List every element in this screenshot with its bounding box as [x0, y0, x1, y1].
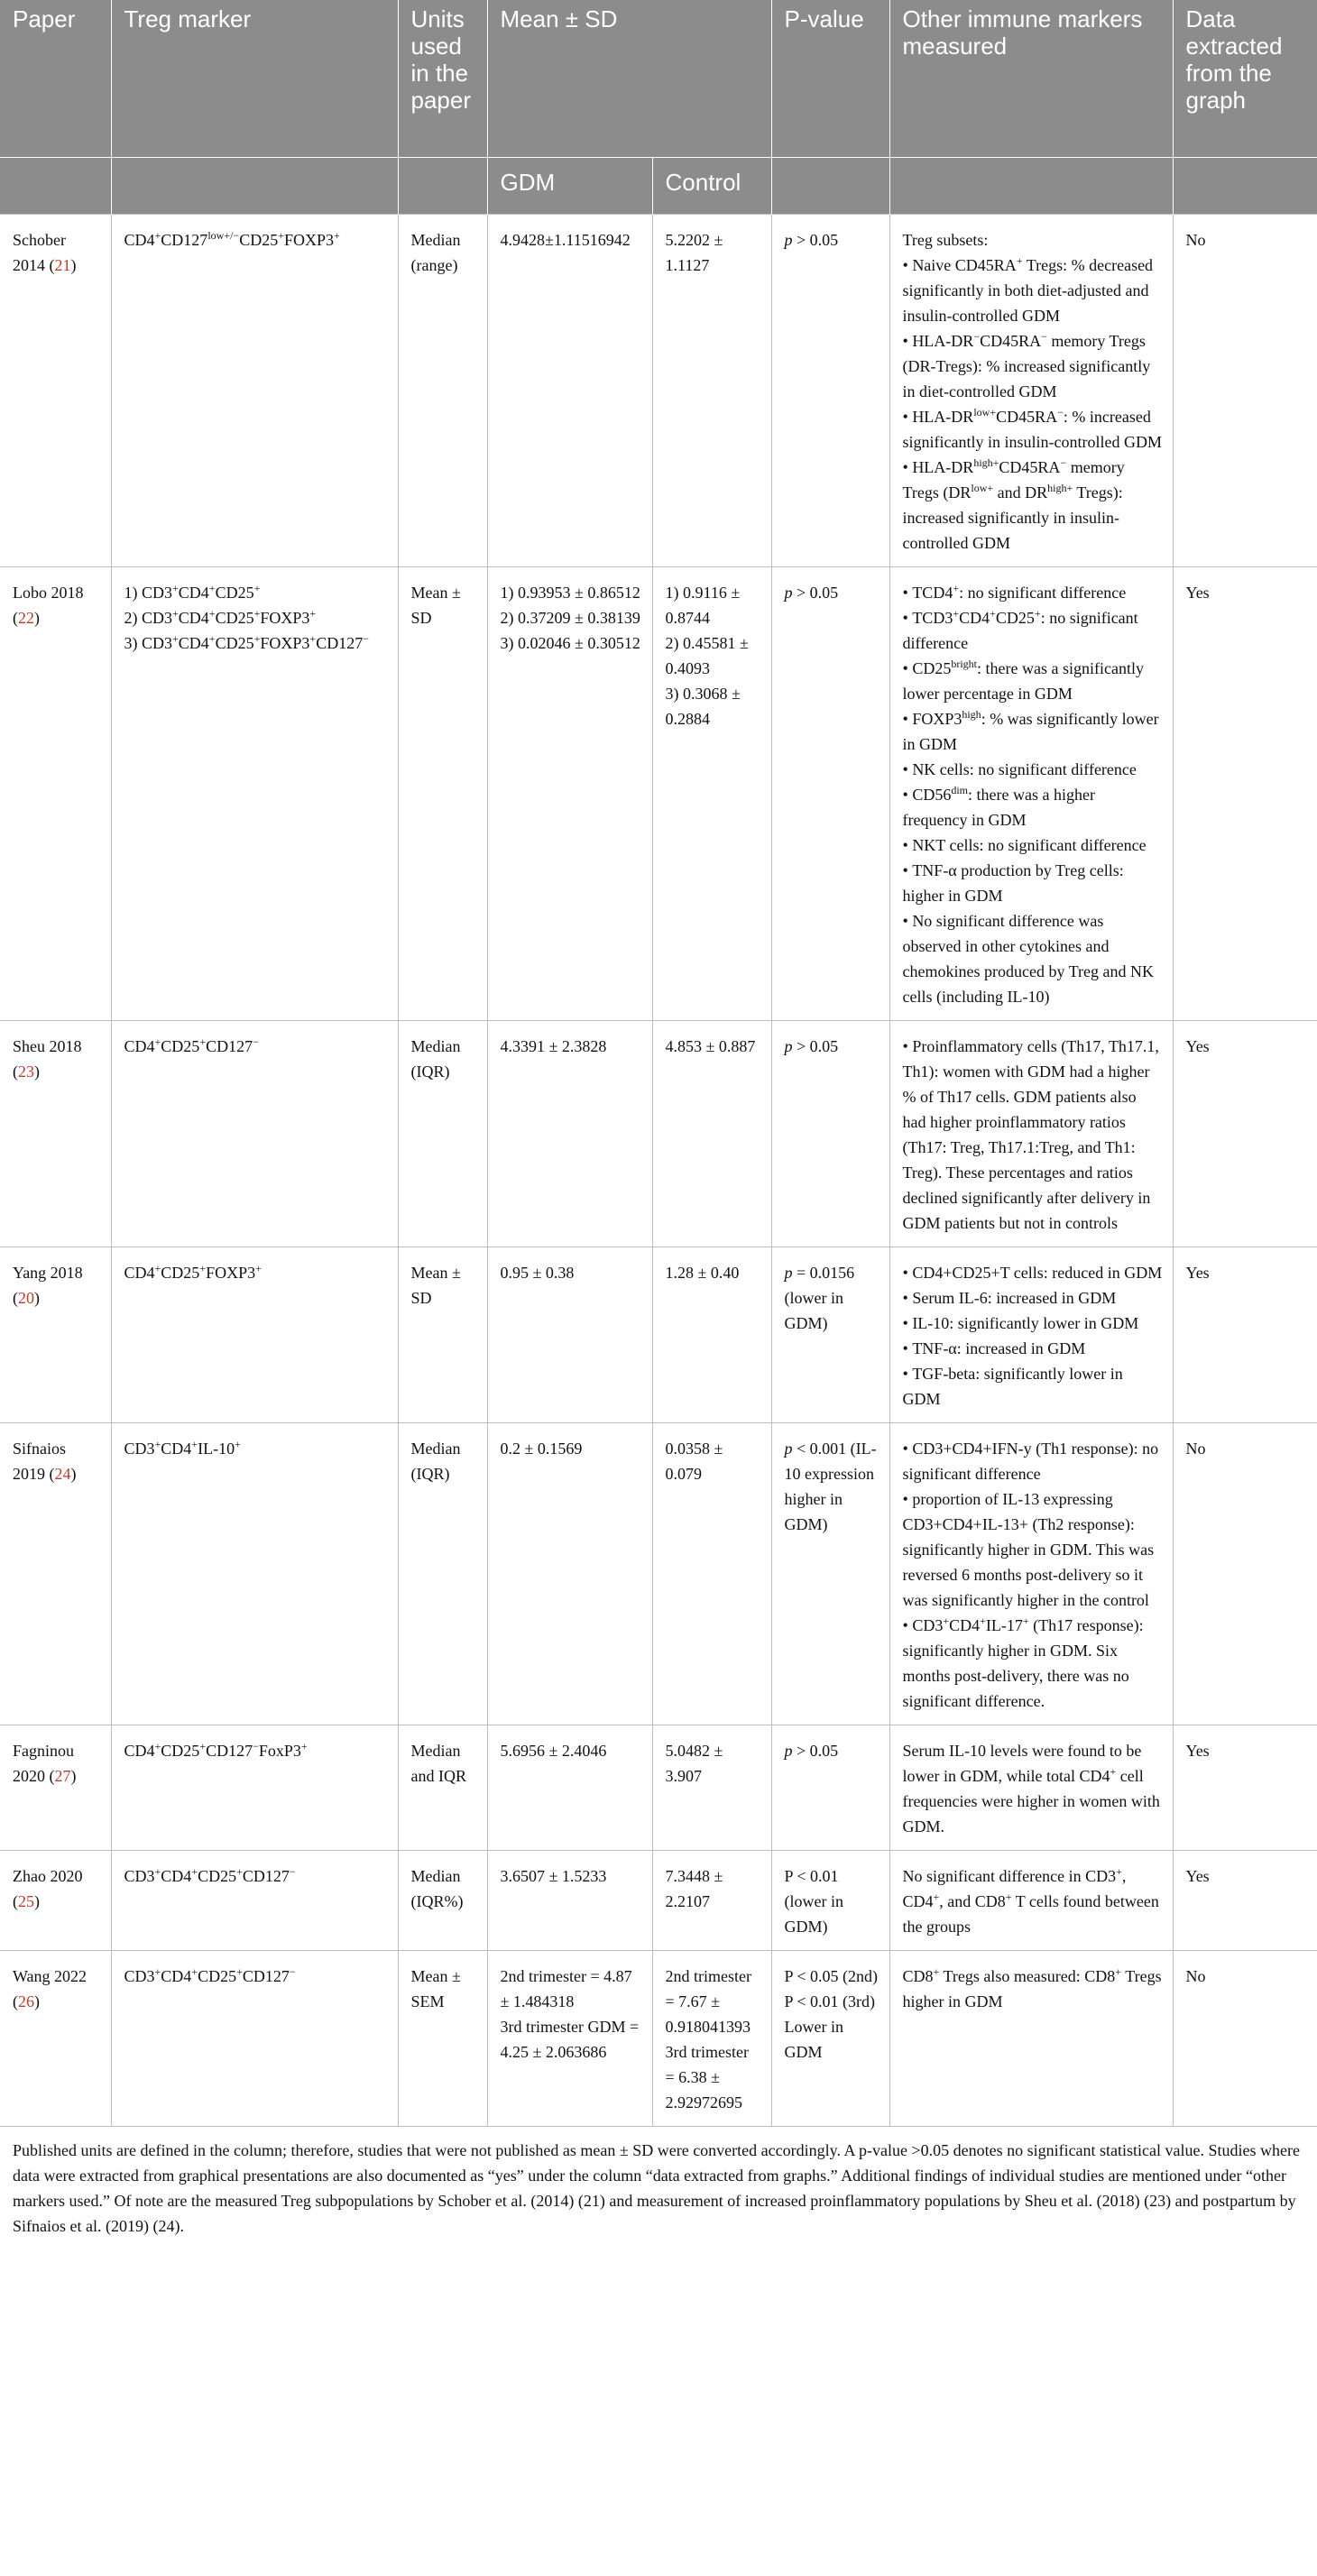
cell-treg-marker: CD3+CD4+CD25+CD127− — [111, 1851, 398, 1951]
cell-p-value — [771, 1851, 889, 1951]
paper-ref-link[interactable]: 24 — [54, 1465, 71, 1483]
cell-treg-marker — [111, 567, 398, 1021]
cell-other-markers — [889, 1423, 1173, 1725]
other-markers-list — [903, 580, 1164, 1009]
paper-name: Fagninou 2020 — [13, 1742, 75, 1785]
paper-ref-link[interactable]: 27 — [54, 1767, 71, 1785]
cell-units: Median (IQR) — [398, 1423, 487, 1725]
paper-name: Schober 2014 — [13, 231, 66, 274]
cell-p-value-line: p < 0.001 (IL-10 expression higher in GDM) — [784, 1440, 877, 1533]
cell-p-value-line: P < 0.05 (2nd) — [784, 1967, 878, 1985]
cell-gdm-line: 3rd trimester GDM = 4.25 ± 2.063686 — [500, 2018, 640, 2061]
cell-gdm — [487, 1423, 652, 1725]
cell-gdm-line: 4.3391 ± 2.3828 — [500, 1037, 607, 1055]
cell-gdm — [487, 1725, 652, 1851]
cell-data-extracted: Yes — [1173, 1725, 1317, 1851]
header-p-value: P-value — [771, 0, 889, 158]
cell-data-extracted: Yes — [1173, 1851, 1317, 1951]
table-footnote: Published units are defined in the column; therefore, studies that were not published as mean ± SD were converted accordingly. A p-value >0.05 denotes no significant statistical value. Studies where data were extracted from graphical presentations are also documented as “yes” under the column “data extracted from graphs.” Additional findings of individual studies are mentioned under “other markers used.” Of note are the measured Treg subpopulations by Schober et al. (2014) (21) and measurement of increased proinflammatory populations by Sheu et al. (2018) (23) and postpartum by Sifnaios et al. (2019) (24). — [13, 2141, 1300, 2235]
list-item: • TCD4+: no significant difference — [903, 580, 1164, 605]
header-other-markers: Other immune markers measured — [889, 0, 1173, 158]
cell-units: Median (IQR) — [398, 1021, 487, 1247]
cell-paper: Zhao 2020 (25) — [0, 1851, 111, 1951]
list-item: • $CD25^{bright}$: there was a significantly lower percentage in GDM — [903, 656, 1164, 706]
cell-p-value — [771, 1725, 889, 1851]
paper-ref-link[interactable]: 22 — [18, 609, 34, 627]
cell-treg-marker: CD4+CD25+CD127−FoxP3+ — [111, 1725, 398, 1851]
cell-control-line: 5.0482 ± 3.907 — [665, 1742, 723, 1785]
cell-treg-marker-line: 2) CD3+CD4+CD25+FOXP3+ — [124, 607, 317, 627]
list-item: • NK cells: no significant difference — [903, 757, 1164, 782]
header-blank — [398, 158, 487, 215]
list-item: • HLA-DR−CD45RA− memory Tregs (DR-Tregs): % increased significantly in diet-controlled GDM — [903, 328, 1164, 404]
cell-p-value — [771, 1423, 889, 1725]
other-markers-list — [903, 1436, 1164, 1714]
cell-control — [652, 567, 771, 1021]
table-row — [0, 1725, 1317, 1851]
cell-control-line: 7.3448 ± 2.2107 — [665, 1867, 723, 1910]
cell-p-value-line: p = 0.0156 (lower in GDM) — [784, 1264, 855, 1332]
cell-control-line: 5.2202 ± 1.1127 — [665, 231, 723, 274]
cell-p-value-line: Lower in GDM — [784, 2018, 843, 2061]
cell-gdm-line: 0.95 ± 0.38 — [500, 1264, 575, 1282]
header-blank — [0, 158, 111, 215]
cell-gdm-line: 1) 0.93953 ± 0.86512 — [500, 584, 640, 602]
cell-units: Median (range) — [398, 215, 487, 567]
list-item: • CD3+CD4+IFN-y (Th1 response): no significant difference — [903, 1436, 1164, 1486]
paper-name: Lobo 2018 — [13, 584, 84, 602]
table-row — [0, 567, 1317, 1021]
paper-ref-link[interactable]: 21 — [54, 256, 71, 274]
list-item: • IL-10: significantly lower in GDM — [903, 1311, 1164, 1336]
cell-p-value — [771, 1951, 889, 2127]
cell-p-value — [771, 1247, 889, 1423]
cell-other-markers — [889, 1851, 1173, 1951]
cell-other-markers — [889, 1725, 1173, 1851]
other-markers-list — [903, 1260, 1164, 1412]
paper-name: Wang 2022 — [13, 1967, 87, 1985]
cell-control-line: 2) 0.45581 ± 0.4093 — [665, 634, 749, 677]
cell-control — [652, 1021, 771, 1247]
cell-data-extracted: Yes — [1173, 1021, 1317, 1247]
cell-paper: Sheu 2018 (23) — [0, 1021, 111, 1247]
cell-gdm — [487, 567, 652, 1021]
header-treg-marker: Treg marker — [111, 0, 398, 158]
header-gdm: GDM — [487, 158, 652, 215]
cell-data-extracted: Yes — [1173, 567, 1317, 1021]
cell-gdm — [487, 1951, 652, 2127]
list-item: • Serum IL-6: increased in GDM — [903, 1285, 1164, 1311]
cell-control-line: 1.28 ± 0.40 — [665, 1264, 740, 1282]
cell-gdm — [487, 1851, 652, 1951]
paper-ref-link[interactable]: 20 — [18, 1289, 34, 1307]
cell-units: Median (IQR%) — [398, 1851, 487, 1951]
list-item: • HLA-$DR^{high+}CD45RA^-$ memory Tregs ($DR^{low+}$ and $DR^{high+}$ Tregs): increased significantly in insulin-controlled GDM — [903, 455, 1164, 556]
cell-treg-marker: CD4+CD25+FOXP3+ — [111, 1247, 398, 1423]
cell-data-extracted: No — [1173, 215, 1317, 567]
list-item: • CD4+CD25+T cells: reduced in GDM — [903, 1260, 1164, 1285]
cell-control-line: 4.853 ± 0.887 — [665, 1037, 756, 1055]
cell-gdm — [487, 1247, 652, 1423]
cell-paper: Fagninou 2020 (27) — [0, 1725, 111, 1851]
cell-other-markers — [889, 1951, 1173, 2127]
cell-other-markers — [889, 1021, 1173, 1247]
cell-treg-marker: $CD4^+CD127^{low+/-}CD25^+FOXP3^+$ — [111, 215, 398, 567]
list-item: • proportion of IL-13 expressing CD3+CD4+IL-13+ (Th2 response): significantly higher in GDM. This was reversed 6 months post-delivery so it was significantly higher in the control — [903, 1486, 1164, 1613]
list-item: • TNF-α production by Treg cells: higher in GDM — [903, 858, 1164, 908]
list-item: • NKT cells: no significant difference — [903, 833, 1164, 858]
cell-gdm — [487, 215, 652, 567]
other-markers-list — [903, 253, 1164, 556]
cell-gdm-line: 2nd trimester = 4.87 ± 1.484318 — [500, 1967, 632, 2010]
cell-gdm-line: 4.9428±1.11516942 — [500, 231, 631, 249]
other-text: Serum IL-10 levels were found to be lower in GDM, while total CD4+ cell frequencies were higher in women with GDM. — [902, 1742, 1160, 1835]
cell-p-value-line: p > 0.05 — [784, 231, 839, 249]
paper-name: Zhao 2020 — [13, 1867, 83, 1885]
cell-control — [652, 215, 771, 567]
cell-units: Median and IQR — [398, 1725, 487, 1851]
cell-paper: Schober 2014 (21) — [0, 215, 111, 567]
cell-p-value-line: p > 0.05 — [784, 1037, 839, 1055]
table-row — [0, 1021, 1317, 1247]
header-paper: Paper — [0, 0, 111, 158]
cell-p-value-line: p > 0.05 — [784, 584, 839, 602]
cell-treg-marker-line: 1) CD3+CD4+CD25+ — [124, 582, 261, 602]
cell-control — [652, 1851, 771, 1951]
table-row — [0, 1951, 1317, 2127]
cell-other-markers — [889, 1247, 1173, 1423]
cell-control — [652, 1247, 771, 1423]
cell-treg-marker-line: 3) CD3+CD4+CD25+FOXP3+CD127− — [124, 632, 369, 652]
cell-control-line: 3) 0.3068 ± 0.2884 — [665, 685, 741, 728]
list-item: • HLA-$DR^{low+}CD45RA^-$: % increased significantly in insulin-controlled GDM — [903, 404, 1164, 455]
header-data-extracted: Data extracted from the graph — [1173, 0, 1317, 158]
table-row — [0, 1247, 1317, 1423]
other-intro: Treg subsets: — [902, 231, 989, 249]
cell-paper: Sifnaios 2019 (24) — [0, 1423, 111, 1725]
cell-gdm — [487, 1021, 652, 1247]
cell-units: Mean ± SEM — [398, 1951, 487, 2127]
paper-ref-link[interactable]: 23 — [18, 1063, 34, 1081]
header-control: Control — [652, 158, 771, 215]
cell-units: Mean ± SD — [398, 567, 487, 1021]
cell-data-extracted: No — [1173, 1423, 1317, 1725]
cell-control-line: 3rd trimester = 6.38 ± 2.92972695 — [665, 2043, 749, 2111]
cell-data-extracted: Yes — [1173, 1247, 1317, 1423]
table-row — [0, 215, 1317, 567]
table-header — [0, 0, 1317, 215]
cell-gdm-line: 2) 0.37209 ± 0.38139 — [500, 609, 640, 627]
list-item: • Naive CD45RA+ Tregs: % decreased significantly in both diet-adjusted and insulin-controlled GDM — [903, 253, 1164, 328]
cell-paper: Lobo 2018 (22) — [0, 567, 111, 1021]
paper-ref-link[interactable]: 26 — [18, 1992, 34, 2010]
header-blank — [111, 158, 398, 215]
cell-p-value-line: P < 0.01 (lower in GDM) — [784, 1867, 843, 1936]
cell-control-line: 0.0358 ± 0.079 — [665, 1440, 723, 1483]
cell-gdm-line: 0.2 ± 0.1569 — [500, 1440, 583, 1458]
cell-treg-marker: CD4+CD25+CD127− — [111, 1021, 398, 1247]
other-text: No significant difference in CD3+, CD4+, and CD8+ T cells found between the groups — [902, 1865, 1159, 1936]
cell-units: Mean ± SD — [398, 1247, 487, 1423]
list-item: • TGF-beta: significantly lower in GDM — [903, 1361, 1164, 1412]
cell-data-extracted: No — [1173, 1951, 1317, 2127]
paper-ref-link[interactable]: 25 — [18, 1892, 34, 1910]
table-row — [0, 1851, 1317, 1951]
other-text: CD8+ Tregs also measured: CD8+ Tregs higher in GDM — [902, 1965, 1162, 2010]
cell-control-line: 1) 0.9116 ± 0.8744 — [665, 584, 741, 627]
cell-treg-marker: CD3+CD4+IL-10+ — [111, 1423, 398, 1725]
cell-control-line: 2nd trimester = 7.67 ± 0.918041393 — [665, 1967, 751, 2036]
header-blank — [889, 158, 1173, 215]
paper-name: Yang 2018 — [13, 1264, 83, 1282]
paper-name: Sifnaios 2019 — [13, 1440, 67, 1483]
header-blank — [771, 158, 889, 215]
list-item: • CD3+CD4+IL-17+ (Th17 response): significantly higher in GDM. Six months post-delivery, there was no significant difference. — [903, 1613, 1164, 1714]
cell-control — [652, 1725, 771, 1851]
cell-control — [652, 1951, 771, 2127]
cell-gdm-line: 3.6507 ± 1.5233 — [500, 1867, 607, 1885]
cell-p-value — [771, 1021, 889, 1247]
list-item: • $CD56^{dim}$: there was a higher frequency in GDM — [903, 782, 1164, 833]
header-units: Units used in the paper — [398, 0, 487, 158]
list-item: • Proinflammatory cells (Th17, Th17.1, Th1): women with GDM had a higher % of Th17 cells. GDM patients also had higher proinflammatory ratios (Th17: Treg, Th17.1:Treg, and Th1: Treg). These percentages and ratios declined significantly after delivery in GDM patients but not in controls — [903, 1034, 1164, 1236]
cell-other-markers — [889, 215, 1173, 567]
table-body — [0, 215, 1317, 2127]
cell-gdm-line: 5.6956 ± 2.4046 — [500, 1742, 607, 1760]
paper-name: Sheu 2018 — [13, 1037, 82, 1055]
cell-paper: Wang 2022 (26) — [0, 1951, 111, 2127]
table-row — [0, 1423, 1317, 1725]
header-mean-sd: Mean ± SD — [487, 0, 771, 158]
cell-p-value-line: p > 0.05 — [784, 1742, 839, 1760]
cell-other-markers — [889, 567, 1173, 1021]
cell-treg-marker: CD3+CD4+CD25+CD127− — [111, 1951, 398, 2127]
list-item: • TNF-α: increased in GDM — [903, 1336, 1164, 1361]
cell-control — [652, 1423, 771, 1725]
cell-gdm-line: 3) 0.02046 ± 0.30512 — [500, 634, 640, 652]
cell-p-value — [771, 215, 889, 567]
other-markers-list — [903, 1034, 1164, 1236]
list-item: • TCD3+CD4+CD25+: no significant difference — [903, 605, 1164, 656]
header-blank — [1173, 158, 1317, 215]
cell-paper: Yang 2018 (20) — [0, 1247, 111, 1423]
cell-p-value — [771, 567, 889, 1021]
list-item: • $FOXP3^{high}$: % was significantly lower in GDM — [903, 706, 1164, 757]
list-item: • No significant difference was observed in other cytokines and chemokines produced by Treg and NK cells (including IL-10) — [903, 908, 1164, 1009]
cell-p-value-line: P < 0.01 (3rd) — [784, 1992, 875, 2010]
